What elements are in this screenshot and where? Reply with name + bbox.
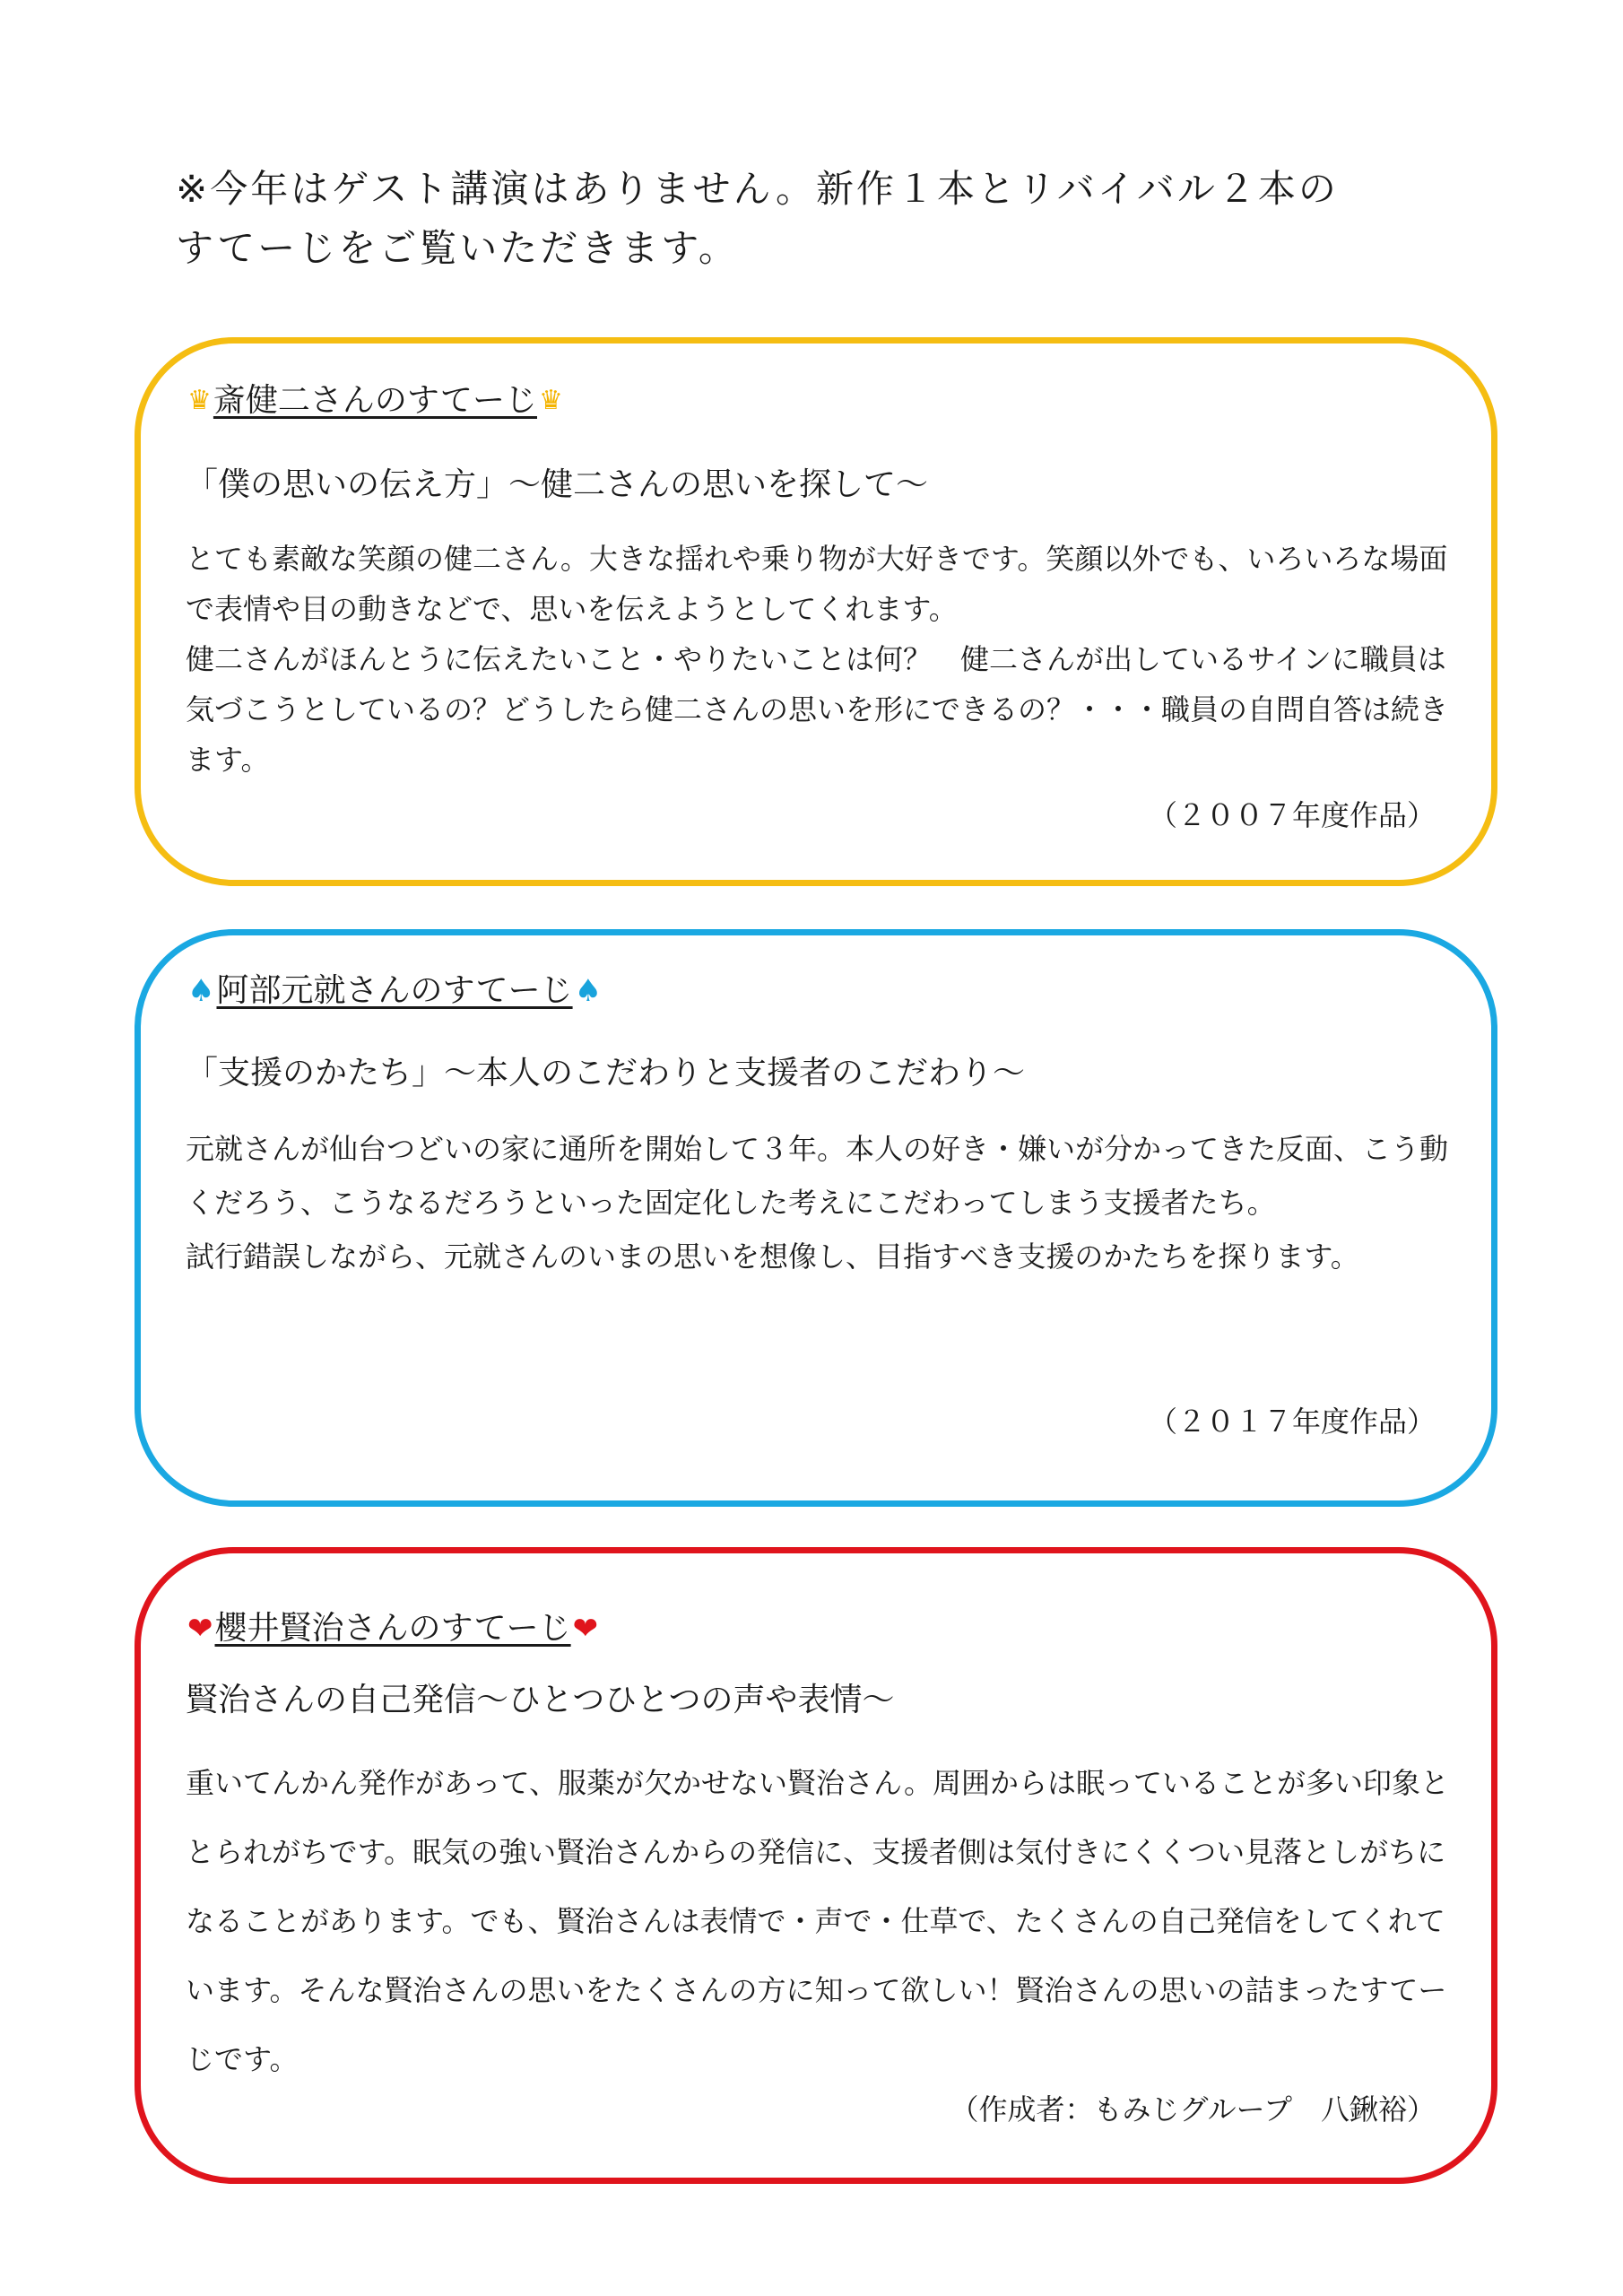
crown-icon: ♛ bbox=[187, 385, 212, 416]
card-paragraph: 健二さんがほんとうに伝えたいこと・やりたいことは何？ 健二さんが出しているサインに職員は気づこうとしているの？どうしたら健二さんの思いを形にできるの？・・・職員の自問自答は続きます。 bbox=[186, 642, 1449, 777]
spade-icon: ♠ bbox=[187, 973, 215, 1009]
crown-icon: ♛ bbox=[539, 385, 563, 416]
stage-card-sakurai bbox=[135, 1547, 1497, 2184]
spade-icon: ♠ bbox=[574, 973, 603, 1009]
card-paragraph: 元就さんが仙台つどいの家に通所を開始して３年。本人の好き・嫌いが分かってきた反面、こう動くだろう、こうなるだろうといった固定化した考えにこだわってしまう支援者たち。 bbox=[186, 1132, 1449, 1220]
card-note: （２０１７年度作品） bbox=[1148, 1405, 1436, 1439]
card-subtitle: 「僕の思いの伝え方」～健二さんの思いを探して～ bbox=[186, 466, 929, 503]
card-paragraph: とても素敵な笑顔の健二さん。大きな揺れや乗り物が大好きです。笑顔以外でも、いろいろな場面で表情や目の動きなどで、思いを伝えようとしてくれます。 bbox=[186, 542, 1448, 626]
stage-card-abe bbox=[135, 929, 1497, 1507]
card-body bbox=[186, 1122, 1450, 1283]
card-note: （２００７年度作品） bbox=[1148, 798, 1436, 832]
card-note: （作成者：もみじグループ 八鍬裕） bbox=[950, 2092, 1436, 2126]
card-body bbox=[186, 534, 1450, 785]
card-title: 阿部元就さんのすてーじ bbox=[216, 972, 573, 1009]
card-body bbox=[186, 1749, 1450, 2094]
card-subtitle: 「支援のかたち」～本人のこだわりと支援者のこだわり～ bbox=[186, 1055, 1026, 1091]
card-subtitle: 賢治さんの自己発信～ひとつひとつの声や表情～ bbox=[186, 1682, 895, 1718]
card-header bbox=[186, 1607, 600, 1650]
intro-line-1: ※今年はゲスト講演はありません。新作１本とリバイバル２本の bbox=[176, 167, 1339, 211]
card-header bbox=[186, 379, 565, 422]
card-title: 櫻井賢治さんのすてーじ bbox=[214, 1610, 571, 1647]
heart-icon: ❤ bbox=[572, 1611, 599, 1647]
card-header bbox=[186, 970, 603, 1013]
card-title: 斎健二さんのすてーじ bbox=[213, 382, 537, 419]
intro-note bbox=[176, 160, 1485, 278]
card-paragraph: 重いてんかん発作があって、服薬が欠かせない賢治さん。周囲からは眠っていることが多い印象ととられがちです。眠気の強い賢治さんからの発信に、支援者側は気付きにくくつい見落としがちになることがあります。でも、賢治さんは表情で・声で・仕草で、たくさんの自己発信をしてくれています。そんな賢治さんの思いをたくさんの方に知って欲しい！賢治さんの思いの詰まったすてーじです。 bbox=[186, 1766, 1449, 2076]
card-paragraph: 試行錯誤しながら、元就さんのいまの思いを想像し、目指すべき支援のかたちを探ります。 bbox=[186, 1239, 1359, 1274]
heart-icon: ❤ bbox=[187, 1611, 213, 1647]
stage-card-saito bbox=[135, 337, 1497, 886]
intro-line-2: すてーじをご覧いただきます。 bbox=[176, 226, 739, 270]
